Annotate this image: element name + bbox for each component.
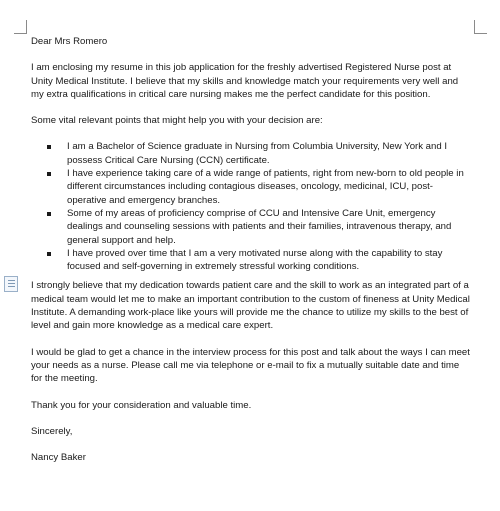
margin-corner-top-left-horizontal — [14, 33, 27, 34]
salutation: Dear Mrs Romero — [31, 36, 108, 47]
list-item-text: I have experience taking care of a wide range of patients, right from new-born to old people in different circumstances including contagious diseases, oncology, medicinal, ICU, post-operative and emergency branches. — [67, 168, 464, 206]
margin-corner-top-left — [26, 20, 27, 34]
bullet-icon — [47, 145, 51, 149]
margin-corner-top-right-horizontal — [475, 33, 487, 34]
bullet-icon — [47, 252, 51, 256]
list-item-text: I have proved over time that I am a very motivated nurse along with the capability to stay focused and self-governing in extremely stressful working conditions. — [67, 247, 443, 273]
list-item — [31, 140, 471, 167]
list-item — [31, 247, 471, 274]
belief-paragraph: I strongly believe that my dedication towards patient care and the skill to work as an integrated part of a medical team would let me to make an important contribution to the custom of fineness at Unity Medical Institute. A demanding work-place like yours will provide me the chance to utilize my skills to the best of level and gain more knowledge as a medical care expert. — [31, 280, 470, 332]
bullet-icon — [47, 172, 51, 176]
signature: Nancy Baker — [31, 452, 86, 464]
bullet-list — [31, 140, 471, 273]
margin-corner-top-right — [474, 20, 475, 34]
thanks-paragraph: Thank you for your consideration and valuable time. — [31, 399, 252, 411]
interview-paragraph: I would be glad to get a chance in the interview process for this post and talk about the ways I can meet your needs as a nurse. Please call me via telephone or e-mail to fix a mutually suitable date and time for the meeting. — [31, 346, 470, 385]
list-item-text: Some of my areas of proficiency comprise of CCU and Intensive Care Unit, emergency dealings and counseling sessions with patients and their families, intravenous therapy, and general support and help. — [67, 207, 452, 246]
list-item-text: I am a Bachelor of Science graduate in Nursing from Columbia University, New York and I possess Critical Care Nursing (CCN) certificate. — [67, 141, 448, 166]
closing: Sincerely, — [31, 425, 73, 437]
list-item — [31, 167, 471, 207]
points-intro: Some vital relevant points that might help you with your decision are: — [31, 115, 323, 127]
intro-paragraph: I am enclosing my resume in this job application for the freshly advertised Registered Nurse post at Unity Medical Institute. I believe that my skills and knowledge match your requirements very well and my extra qualifications in critical care nursing makes me the perfect candidate for this position. — [31, 62, 459, 100]
list-item — [31, 207, 471, 247]
document-icon[interactable] — [4, 276, 18, 292]
letter-body[interactable] — [31, 35, 471, 464]
bullet-icon — [47, 212, 51, 216]
